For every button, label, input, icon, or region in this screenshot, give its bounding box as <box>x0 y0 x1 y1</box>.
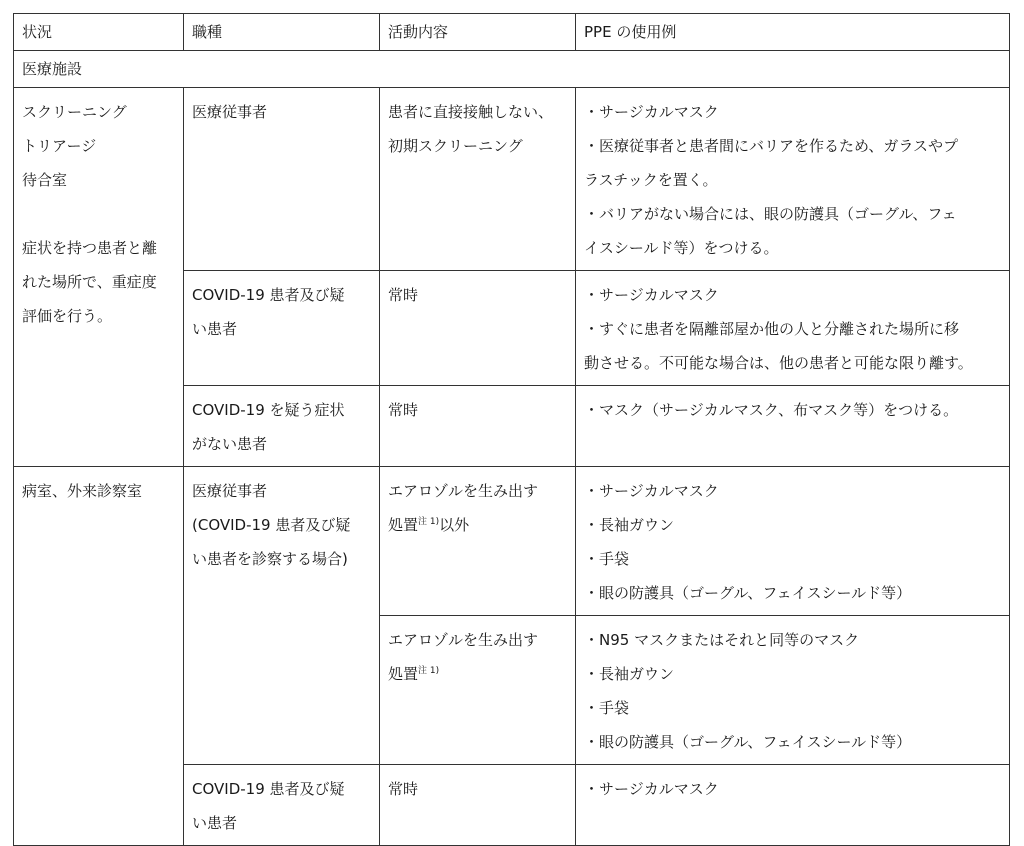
header-ppe: PPE の使用例 <box>576 14 1010 51</box>
section-title: 医療施設 <box>14 51 1010 88</box>
situation-line: 症状を持つ患者と離 <box>22 239 158 257</box>
role-line: 医療従事者 <box>192 482 268 500</box>
situation-cell-screening <box>14 88 184 467</box>
ppe-line: ・サージカルマスク <box>584 103 719 121</box>
situation-line: 病室、外来診察室 <box>22 482 143 500</box>
role-line: COVID-19 患者及び疑 <box>192 286 345 304</box>
activity-cell <box>380 271 576 386</box>
role-cell <box>184 271 380 386</box>
activity-text: 処置 <box>388 665 419 683</box>
ppe-cell <box>576 467 1010 616</box>
role-line: 医療従事者 <box>192 103 268 121</box>
ppe-line: ・手袋 <box>584 699 630 717</box>
role-line: がない患者 <box>192 435 268 453</box>
role-line: COVID-19 患者及び疑 <box>192 780 345 798</box>
header-row <box>14 14 1010 51</box>
situation-spacer <box>22 197 178 231</box>
ppe-line: イスシールド等）をつける。 <box>584 239 779 257</box>
activity-cell <box>380 467 576 616</box>
activity-text: 処置 <box>388 516 419 534</box>
footnote-ref: 注 1) <box>418 666 440 676</box>
activity-line: 常時 <box>388 401 419 419</box>
activity-line <box>388 508 570 542</box>
ppe-line: 動させる。不可能な場合は、他の患者と可能な限り離す。 <box>584 354 973 372</box>
role-line: COVID-19 を疑う症状 <box>192 401 345 419</box>
table-row <box>14 467 1010 616</box>
ppe-line: ・サージカルマスク <box>584 482 719 500</box>
role-line: い患者を診察する場合) <box>192 550 348 568</box>
activity-line: 初期スクリーニング <box>388 137 523 155</box>
ppe-line: ・サージカルマスク <box>584 286 719 304</box>
activity-line: エアロゾルを生み出す <box>388 482 539 500</box>
role-cell <box>184 765 380 846</box>
ppe-line: ・長袖ガウン <box>584 516 675 534</box>
activity-cell <box>380 616 576 765</box>
situation-cell-ward <box>14 467 184 846</box>
situation-line: トリアージ <box>22 137 97 155</box>
activity-line: 常時 <box>388 780 419 798</box>
situation-line: 待合室 <box>22 171 68 189</box>
ppe-table <box>13 13 1010 846</box>
ppe-cell <box>576 765 1010 846</box>
ppe-cell <box>576 386 1010 467</box>
section-row <box>14 51 1010 88</box>
activity-line: 常時 <box>388 286 419 304</box>
situation-line: れた場所で、重症度 <box>22 273 157 291</box>
header-activity: 活動内容 <box>380 14 576 51</box>
ppe-line: ・サージカルマスク <box>584 780 719 798</box>
table-row <box>14 88 1010 271</box>
situation-line: スクリーニング <box>22 103 127 121</box>
activity-cell <box>380 386 576 467</box>
ppe-cell <box>576 616 1010 765</box>
ppe-line: ・眼の防護具（ゴーグル、フェイスシールド等） <box>584 584 912 602</box>
role-line: (COVID-19 患者及び疑 <box>192 516 351 534</box>
ppe-cell <box>576 88 1010 271</box>
footnote-ref: 注 1) <box>418 517 440 527</box>
role-cell <box>184 88 380 271</box>
activity-suffix: 以外 <box>439 516 470 534</box>
ppe-line: ・N95 マスクまたはそれと同等のマスク <box>584 631 860 649</box>
activity-cell <box>380 765 576 846</box>
activity-line: 患者に直接接触しない、 <box>388 103 554 121</box>
activity-line <box>388 657 570 691</box>
ppe-line: ・バリアがない場合には、眼の防護具（ゴーグル、フェ <box>584 205 957 223</box>
activity-cell <box>380 88 576 271</box>
ppe-line: ・長袖ガウン <box>584 665 675 683</box>
ppe-line: ・マスク（サージカルマスク、布マスク等）をつける。 <box>584 401 959 419</box>
ppe-line: ・眼の防護具（ゴーグル、フェイスシールド等） <box>584 733 912 751</box>
activity-line: エアロゾルを生み出す <box>388 631 539 649</box>
ppe-line: ・すぐに患者を隔離部屋か他の人と分離された場所に移 <box>584 320 960 338</box>
ppe-line: ・手袋 <box>584 550 630 568</box>
role-cell <box>184 386 380 467</box>
situation-line: 評価を行う。 <box>22 307 113 325</box>
role-cell <box>184 467 380 765</box>
ppe-line: ・医療従事者と患者間にバリアを作るため、ガラスやプ <box>584 137 958 155</box>
role-line: い患者 <box>192 320 238 338</box>
ppe-cell <box>576 271 1010 386</box>
role-line: い患者 <box>192 814 238 832</box>
ppe-line: ラスチックを置く。 <box>584 171 718 189</box>
header-situation: 状況 <box>14 14 184 51</box>
header-role: 職種 <box>184 14 380 51</box>
